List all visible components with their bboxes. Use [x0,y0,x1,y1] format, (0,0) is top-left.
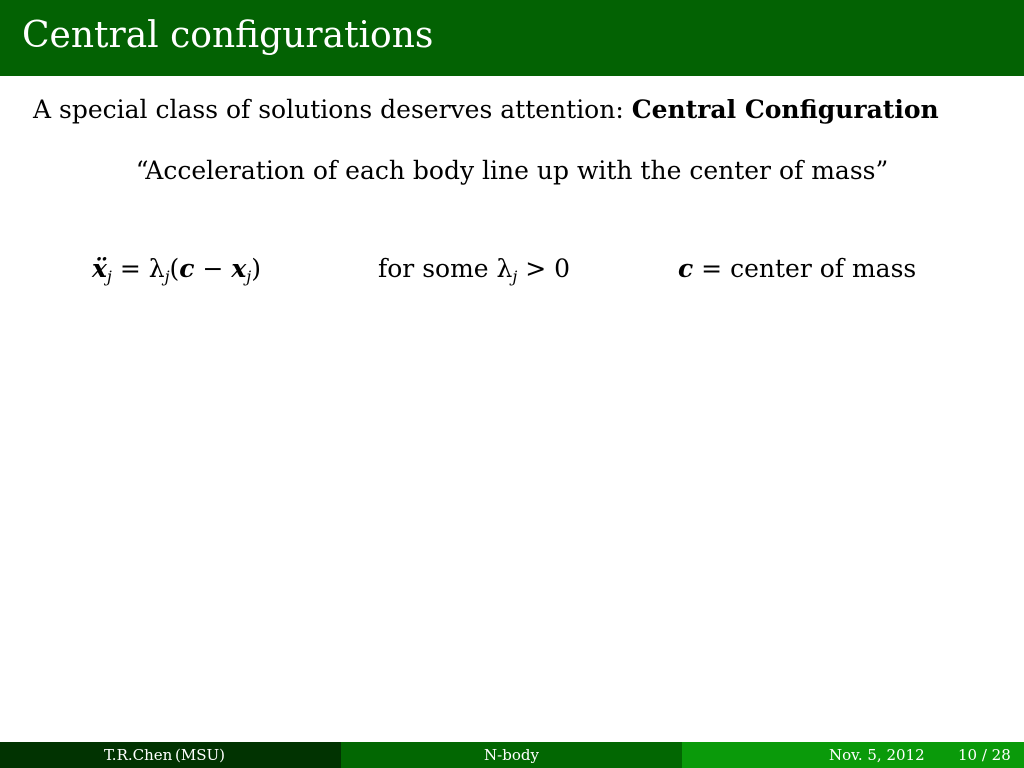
intro-text: A special class of solutions deserves attention: [33,95,624,124]
definition-var: c [678,254,694,283]
condition-suffix: > 0 [517,254,571,283]
definition [678,256,916,281]
equation [92,254,262,286]
condition-prefix: for some λ [378,254,513,283]
footer-page-number: 10 / 28 [958,746,1011,764]
footer-date-section [682,742,1024,768]
footer-short-title: N-body [484,746,539,764]
quote-text: “Acceleration of each body line up with the center of mass” [135,156,889,185]
condition [378,254,571,286]
eq-minus: − [194,254,232,283]
footer-author: T.R.Chen [104,746,173,764]
eq-open-paren: ( [169,254,180,283]
eq-equals-lambda: = λ [111,254,165,283]
eq-acceleration-var: ẍ [92,254,107,283]
intro-bold-term: Central Configuration [631,95,939,124]
eq-position-var: x [231,254,247,283]
slide-title: Central configurations [22,15,434,56]
eq-center-var: c [179,254,195,283]
eq-close-paren: ) [251,254,262,283]
footer-date: Nov. 5, 2012 [829,746,925,764]
title-bar [0,0,1024,76]
footer-title-section [341,742,682,768]
footer [0,742,1024,768]
condition-sub: j [512,267,518,286]
eq-acceleration-sub: j [106,267,112,286]
footer-author-section [0,742,341,768]
eq-position-sub: j [246,267,252,286]
definition-text: = center of mass [693,254,917,283]
eq-lambda-sub: j [164,267,170,286]
footer-institution: (MSU) [175,746,225,764]
intro-sentence [33,97,939,122]
